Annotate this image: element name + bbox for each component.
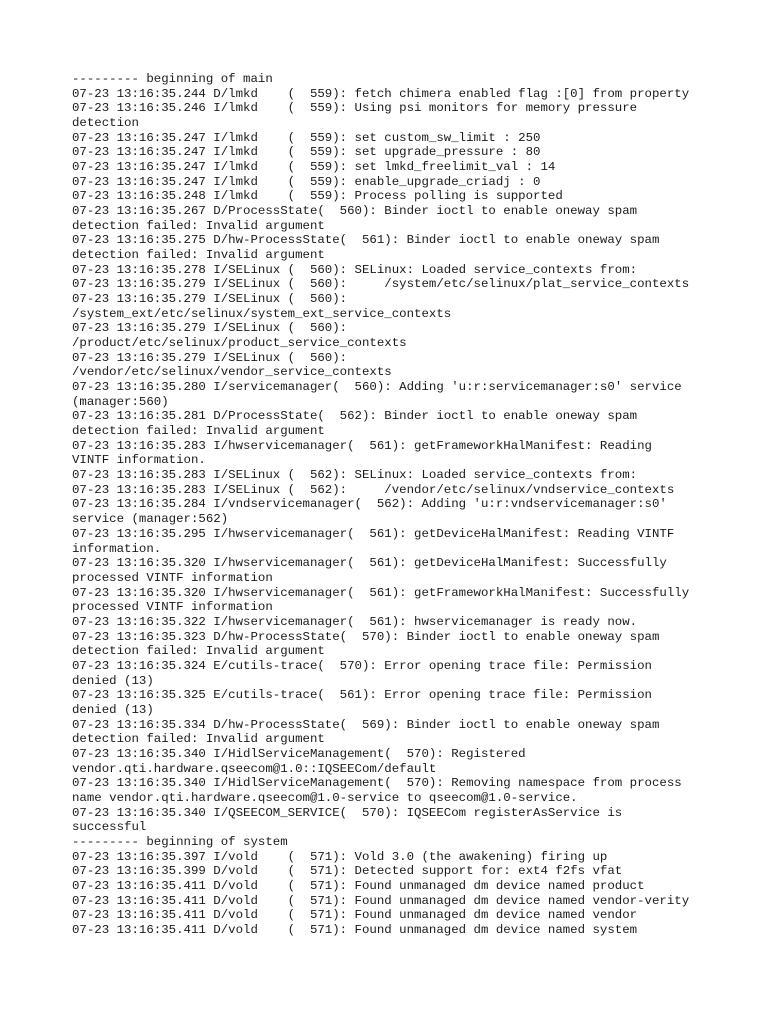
log-line: 07-23 13:16:35.267 D/ProcessState( 560): Binder ioctl to enable oneway spam: [72, 204, 638, 219]
log-line: processed VINTF information: [72, 570, 273, 585]
log-line: 07-23 13:16:35.295 I/hwservicemanager( 561): getDeviceHalManifest: Reading VINTF: [72, 526, 675, 541]
log-line: processed VINTF information: [72, 600, 273, 615]
log-line: 07-23 13:16:35.279 I/SELinux ( 560): /system/etc/selinux/plat_service_contexts: [72, 277, 690, 292]
log-line: 07-23 13:16:35.340 I/QSEECOM_SERVICE( 570): IQSEECom registerAsService is: [72, 805, 623, 820]
log-line: 07-23 13:16:35.324 E/cutils-trace( 570): Error opening trace file: Permission: [72, 658, 652, 673]
log-line: 07-23 13:16:35.325 E/cutils-trace( 561): Error opening trace file: Permission: [72, 688, 652, 703]
log-line: 07-23 13:16:35.411 D/vold ( 571): Found unmanaged dm device named product: [72, 878, 645, 893]
log-line: 07-23 13:16:35.322 I/hwservicemanager( 561): hwservicemanager is ready now.: [72, 614, 638, 629]
log-line: 07-23 13:16:35.246 I/lmkd ( 559): Using psi monitors for memory pressure: [72, 101, 638, 116]
log-line: 07-23 13:16:35.279 I/SELinux ( 560):: [72, 321, 348, 336]
log-line: 07-23 13:16:35.247 I/lmkd ( 559): enable_upgrade_criadj : 0: [72, 174, 541, 189]
log-line: name vendor.qti.hardware.qseecom@1.0-service to qseecom@1.0-service.: [72, 790, 578, 805]
log-line: detection failed: Invalid argument: [72, 248, 325, 263]
log-line: 07-23 13:16:35.279 I/SELinux ( 560):: [72, 292, 348, 307]
log-line: 07-23 13:16:35.247 I/lmkd ( 559): set lmkd_freelimit_val : 14: [72, 160, 556, 175]
log-line: 07-23 13:16:35.279 I/SELinux ( 560):: [72, 350, 348, 365]
log-line: 07-23 13:16:35.247 I/lmkd ( 559): set upgrade_pressure : 80: [72, 145, 541, 160]
log-line: 07-23 13:16:35.247 I/lmkd ( 559): set custom_sw_limit : 250: [72, 130, 541, 145]
log-line: denied (13): [72, 702, 154, 717]
log-line: 07-23 13:16:35.397 I/vold ( 571): Vold 3.0 (the awakening) firing up: [72, 849, 608, 864]
log-line: (manager:560): [72, 394, 169, 409]
log-line: vendor.qti.hardware.qseecom@1.0::IQSEECom/default: [72, 761, 437, 776]
log-line: /vendor/etc/selinux/vendor_service_contexts: [72, 365, 392, 380]
log-line: 07-23 13:16:35.248 I/lmkd ( 559): Process polling is supported: [72, 189, 563, 204]
log-line: 07-23 13:16:35.280 I/servicemanager( 560): Adding 'u:r:servicemanager:s0' service: [72, 380, 682, 395]
log-line: 07-23 13:16:35.283 I/hwservicemanager( 561): getFrameworkHalManifest: Reading: [72, 438, 652, 453]
log-line: 07-23 13:16:35.278 I/SELinux ( 560): SELinux: Loaded service_contexts from:: [72, 262, 638, 277]
log-line: 07-23 13:16:35.283 I/SELinux ( 562): SELinux: Loaded service_contexts from:: [72, 468, 638, 483]
log-line: /system_ext/etc/selinux/system_ext_service_contexts: [72, 306, 452, 321]
log-line: 07-23 13:16:35.411 D/vold ( 571): Found unmanaged dm device named vendor: [72, 908, 638, 923]
log-line: detection failed: Invalid argument: [72, 424, 325, 439]
log-line: successful: [72, 820, 147, 835]
log-line: --------- beginning of system: [72, 834, 288, 849]
log-line: --------- beginning of main: [72, 72, 273, 86]
log-line: detection failed: Invalid argument: [72, 218, 325, 233]
log-line: 07-23 13:16:35.411 D/vold ( 571): Found unmanaged dm device named vendor-verity: [72, 893, 690, 908]
log-line: detection failed: Invalid argument: [72, 732, 325, 747]
log-line: information.: [72, 541, 162, 556]
log-line: 07-23 13:16:35.320 I/hwservicemanager( 561): getDeviceHalManifest: Successfully: [72, 556, 667, 571]
log-line: detection: [72, 116, 139, 131]
log-line: 07-23 13:16:35.275 D/hw-ProcessState( 561): Binder ioctl to enable oneway spam: [72, 233, 660, 248]
log-line: 07-23 13:16:35.340 I/HidlServiceManagement( 570): Registered: [72, 746, 526, 761]
log-line: 07-23 13:16:35.284 I/vndservicemanager( 562): Adding 'u:r:vndservicemanager:s0': [72, 497, 667, 512]
log-line: /product/etc/selinux/product_service_contexts: [72, 336, 407, 351]
log-line: detection failed: Invalid argument: [72, 644, 325, 659]
log-line: 07-23 13:16:35.399 D/vold ( 571): Detected support for: ext4 f2fs vfat: [72, 864, 623, 879]
log-line: 07-23 13:16:35.244 D/lmkd ( 559): fetch chimera enabled flag :[0] from property: [72, 86, 690, 101]
log-line: 07-23 13:16:35.323 D/hw-ProcessState( 570): Binder ioctl to enable oneway spam: [72, 629, 660, 644]
log-text-block: [72, 72, 712, 938]
log-line: 07-23 13:16:35.411 D/vold ( 571): Found unmanaged dm device named system: [72, 922, 638, 937]
log-line: 07-23 13:16:35.283 I/SELinux ( 562): /vendor/etc/selinux/vndservice_contexts: [72, 482, 675, 497]
log-line: 07-23 13:16:35.334 D/hw-ProcessState( 569): Binder ioctl to enable oneway spam: [72, 717, 660, 732]
log-line: service (manager:562): [72, 512, 229, 527]
log-line: 07-23 13:16:35.281 D/ProcessState( 562): Binder ioctl to enable oneway spam: [72, 409, 638, 424]
log-line: 07-23 13:16:35.340 I/HidlServiceManagement( 570): Removing namespace from process: [72, 776, 682, 791]
log-line: VINTF information.: [72, 453, 206, 468]
log-line: 07-23 13:16:35.320 I/hwservicemanager( 561): getFrameworkHalManifest: Successfully: [72, 585, 690, 600]
log-line: denied (13): [72, 673, 154, 688]
